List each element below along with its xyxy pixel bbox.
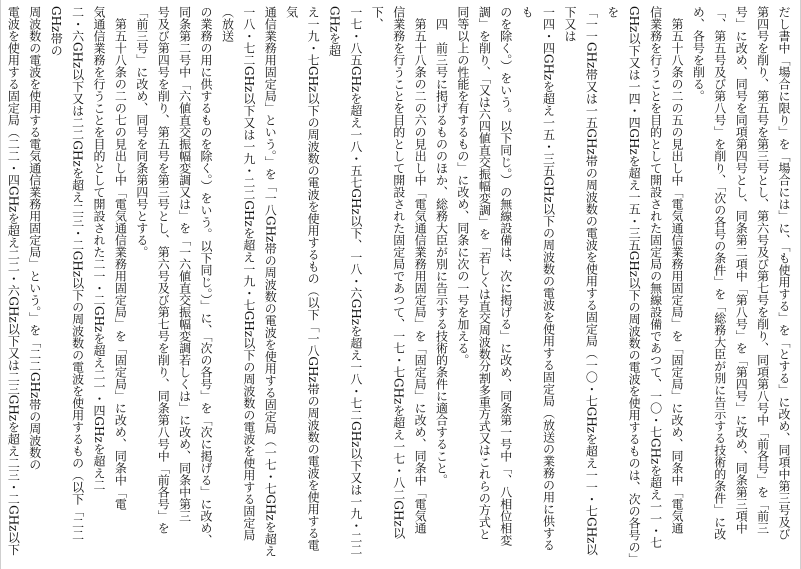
text-line: 第四号を削り、第五号を第三号とし、第六号及び第七号を削り、同項第八号中「前各号」を「前三	[755, 6, 770, 534]
text-line: 気通信業務を行うことを目的として開設された二一・二GHzを超え二一・四GHzを超え二	[92, 6, 106, 491]
text-line: 第五十八条の二の六の見出し中「電気通信業務用固定局」を「固定局」に改め、同条中「電気通	[413, 18, 428, 534]
text-line: だし書中「場合に限り」を「場合には」に、「も使用する」を「とする」に改め、同項中第三号及び	[777, 6, 791, 540]
text-line: 同条第二号中「六値直交振幅変調又は」を「一六値直交振幅変調若しくは」に改め、同条中第三	[177, 6, 192, 522]
text-line: 「、第五号及び第八号」を削り、「次の各号の条件」を「総務大臣が別に告示する技術的条件」に改	[712, 6, 727, 540]
text-line: GHz以下又は一四・四GHzを超え一五・三五GHz以下の周波数の電波を使用するものは、次の各号の」を	[605, 6, 642, 560]
text-line: 「一一GHz帯又は一五GHz帯の周波数の電波を使用する固定局（一〇・七GHzを超え一一・七GHz以下又は	[562, 6, 599, 556]
text-line: のを除く。）をいう。以下同じ。）の無線設備は、次に掲げる」に改め、同条第一号中「、八相位相変	[498, 6, 513, 546]
vertical-text-body	[6, 6, 794, 561]
text-line: 信業務を行うことを目的として開設された固定局であつて、一七・七GHzを超え一七・八二GHz以下、	[370, 6, 406, 539]
text-line: 号」に改め、同号を同項第四号とし、同条第二項中「第八号」を「第四号」に改め、同条第三項中	[734, 6, 749, 534]
text-line: 電波を使用する固定局（二二・四GHzを超え二二・六GHz以下又は二三GHzを超え二三・二GHz以下	[6, 6, 21, 556]
text-line: 一四・四GHzを超え一五・三五GHz以下の周波数の電波を使用する固定局（放送の業務の用に供するも	[520, 6, 556, 551]
text-line: 同等以上の性能を有するもの」に改め、同条に次の一号を加える。	[455, 6, 470, 366]
text-line: 第五十八条の二の七の見出し中「電気通信業務用固定局」を「固定局」に改め、同条中「電	[113, 18, 128, 510]
text-line: 二・六GHz以下又は二二GHzを超え二三・二GHz以下の周波数の電波を使用するもの（以下「二二GHz帯の	[49, 6, 85, 542]
text-line: 四 前三号に掲げるもののほか、総務大臣が別に告示する技術的条件に適合すること。	[434, 18, 449, 486]
text-line: 第五十八条の二の五の見出し中「電気通信業務用固定局」を「固定局」に改め、同条中「電気通	[669, 18, 684, 534]
text-line: え一九・七GHz以下の周波数の電波を使用するもの（以下「一八GHz帯の周波数の電波を使用する電気	[284, 6, 321, 551]
text-line: 号及び第四号を削り、第五号を第三号とし、第六号及び第七号を削り、同条第八号中「前各号」を	[156, 6, 171, 534]
text-line: 通信業務用固定局」という。」を「一八GHz帯の周波数の電波を使用する固定局（一七・七GHzを超え	[263, 6, 278, 557]
text-line: 一七・八五GHzを超え一八・五七GHz以下、一八・六GHzを超え一八・七二GHz以下又は一九・二二GHzを超	[327, 6, 363, 556]
text-line: 周波数の電波を使用する電気通信業務用固定局」という。」を「二二GHz帯の周波数の	[27, 6, 42, 471]
text-line: 一八・七二GHz以下又は一九・二二GHzを超え一九・七GHz以下の周波数の電波を使用する固定局（放送	[220, 6, 256, 542]
text-line: の業務の用に供するものを除く。）をいう。以下同じ。）」に、「次の各号」を「次に掲げる」に改め、	[199, 6, 214, 546]
text-line: 調」を削り、「又は六四値直交振幅変調」を「若しくは直交周波数分割多重方式又はこれらの方式と	[477, 6, 492, 540]
text-line: 信業務を行うことを目的として開設された固定局の無線設備であつて、一〇・七GHzを超え一一・七	[648, 6, 663, 549]
text-line: め、各号を削る。	[691, 6, 706, 102]
text-line: 「前三号」に改め、同号を同条第四号とする。	[134, 6, 149, 258]
